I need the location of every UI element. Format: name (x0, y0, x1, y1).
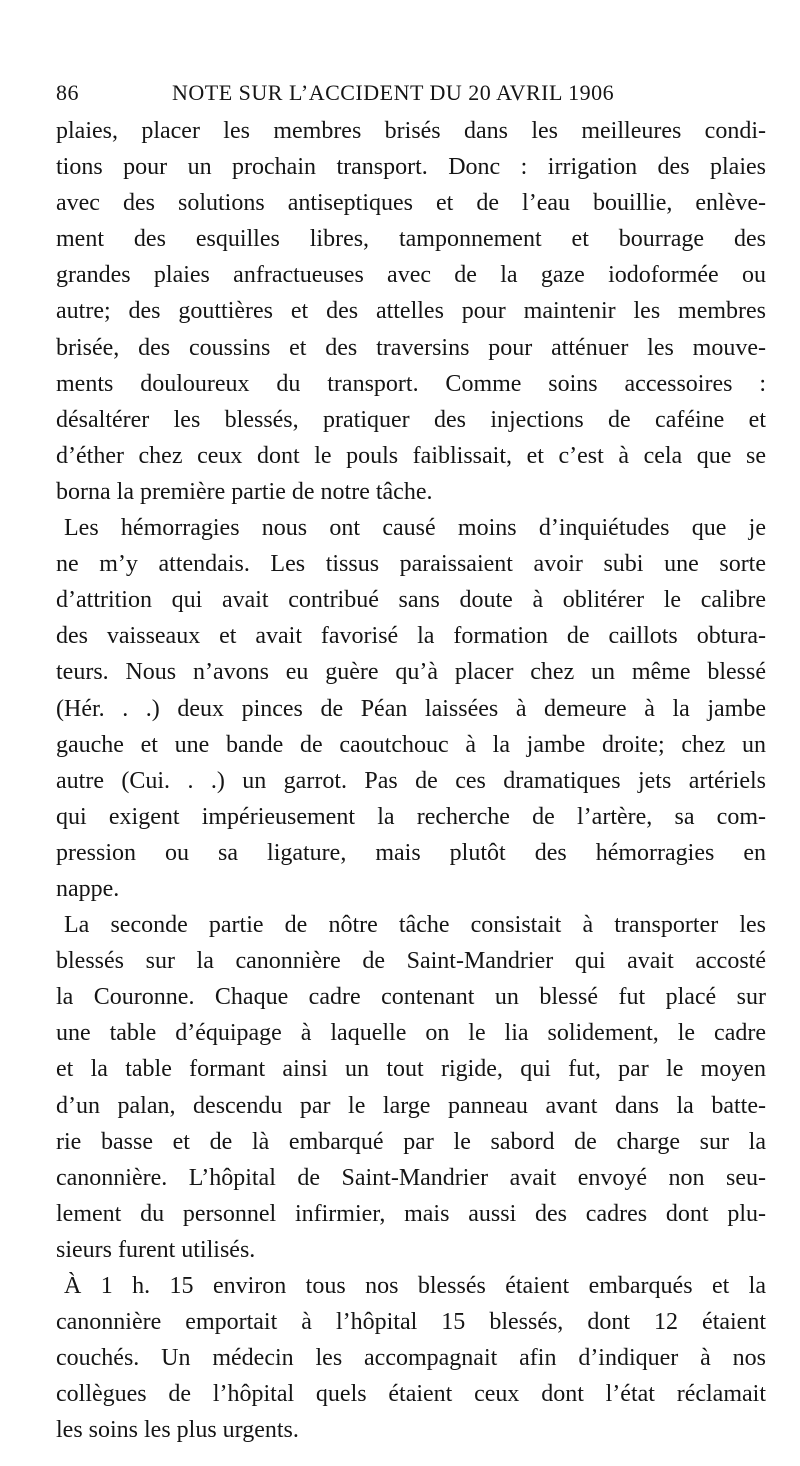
text-line: canonnière. L’hôpital de Saint-Mandrier avait envoyé non seu- (56, 1164, 766, 1191)
text-line: blessés sur la canonnière de Saint-Mandrier qui avait accosté (56, 948, 766, 975)
paragraph (56, 510, 766, 907)
text-line: d’attrition qui avait contribué sans doute à oblitérer le calibre (56, 587, 766, 614)
page-number: 86 (56, 80, 79, 105)
text-line: autre (Cui. . .) un garrot. Pas de ces dramatiques jets artériels (56, 767, 766, 794)
text-line: (Hér. . .) deux pinces de Péan laissées à demeure à la jambe (56, 695, 766, 722)
text-line: autre; des gouttières et des attelles pour maintenir les membres (56, 298, 766, 325)
text-line: tions pour un prochain transport. Donc : irrigation des plaies (56, 154, 766, 181)
text-line: Les hémorragies nous ont causé moins d’inquiétudes que je (64, 515, 766, 542)
text-line: ments douloureux du transport. Comme soins accessoires : (56, 370, 766, 397)
text-line: les soins les plus urgents. (56, 1417, 299, 1444)
text-line: qui exigent impérieusement la recherche de l’artère, sa com- (56, 803, 766, 830)
text-line: la Couronne. Chaque cadre contenant un blessé fut placé sur (56, 984, 766, 1011)
text-line: couchés. Un médecin les accompagnait afin d’indiquer à nos (56, 1345, 766, 1372)
text-line: des vaisseaux et avait favorisé la formation de caillots obtura- (56, 623, 766, 650)
text-line: collègues de l’hôpital quels étaient ceux dont l’état réclamait (56, 1381, 766, 1408)
text-line: nappe. (56, 875, 120, 902)
text-line: À 1 h. 15 environ tous nos blessés étaient embarqués et la (64, 1273, 766, 1299)
text-line: lement du personnel infirmier, mais aussi des cadres dont plu- (56, 1200, 766, 1227)
paragraph (56, 113, 766, 510)
text-line: grandes plaies anfractueuses avec de la gaze iodoformée ou (56, 262, 766, 289)
text-line: rie basse et de là embarqué par le sabord de charge sur la (56, 1128, 766, 1155)
text-line: d’éther chez ceux dont le pouls faiblissait, et c’est à cela que se (56, 442, 766, 469)
text-line: plaies, placer les membres brisés dans les meilleures condi- (56, 118, 766, 144)
text-line: avec des solutions antiseptiques et de l’eau bouillie, enlève- (56, 190, 766, 217)
paragraph (56, 1268, 766, 1448)
text-line: ne m’y attendais. Les tissus paraissaient avoir subi une sorte (56, 551, 766, 578)
running-head (56, 80, 756, 114)
text-line: pression ou sa ligature, mais plutôt des hémorragies en (56, 839, 766, 866)
text-line: et la table formant ainsi un tout rigide, qui fut, par le moyen (56, 1056, 766, 1083)
text-line: une table d’équipage à laquelle on le lia solidement, le cadre (56, 1020, 766, 1047)
text-line: ment des esquilles libres, tamponnement et bourrage des (56, 226, 766, 253)
text-line: borna la première partie de notre tâche. (56, 478, 433, 505)
text-line: teurs. Nous n’avons eu guère qu’à placer chez un même blessé (56, 659, 766, 686)
text-line: brisée, des coussins et des traversins pour atténuer les mouve- (56, 334, 766, 361)
text-line: d’un palan, descendu par le large panneau avant dans la batte- (56, 1092, 766, 1119)
text-line: gauche et une bande de caoutchouc à la jambe droite; chez un (56, 731, 766, 758)
running-title: NOTE SUR L’ACCIDENT DU 20 AVRIL 1906 (172, 80, 615, 105)
text-line: désaltérer les blessés, pratiquer des injections de caféine et (56, 406, 766, 433)
paragraph (56, 907, 766, 1268)
body-text (56, 113, 766, 1448)
text-line: sieurs furent utilisés. (56, 1236, 256, 1263)
text-line: La seconde partie de nôtre tâche consistait à transporter les (64, 912, 766, 939)
text-line: canonnière emportait à l’hôpital 15 blessés, dont 12 étaient (56, 1309, 766, 1336)
